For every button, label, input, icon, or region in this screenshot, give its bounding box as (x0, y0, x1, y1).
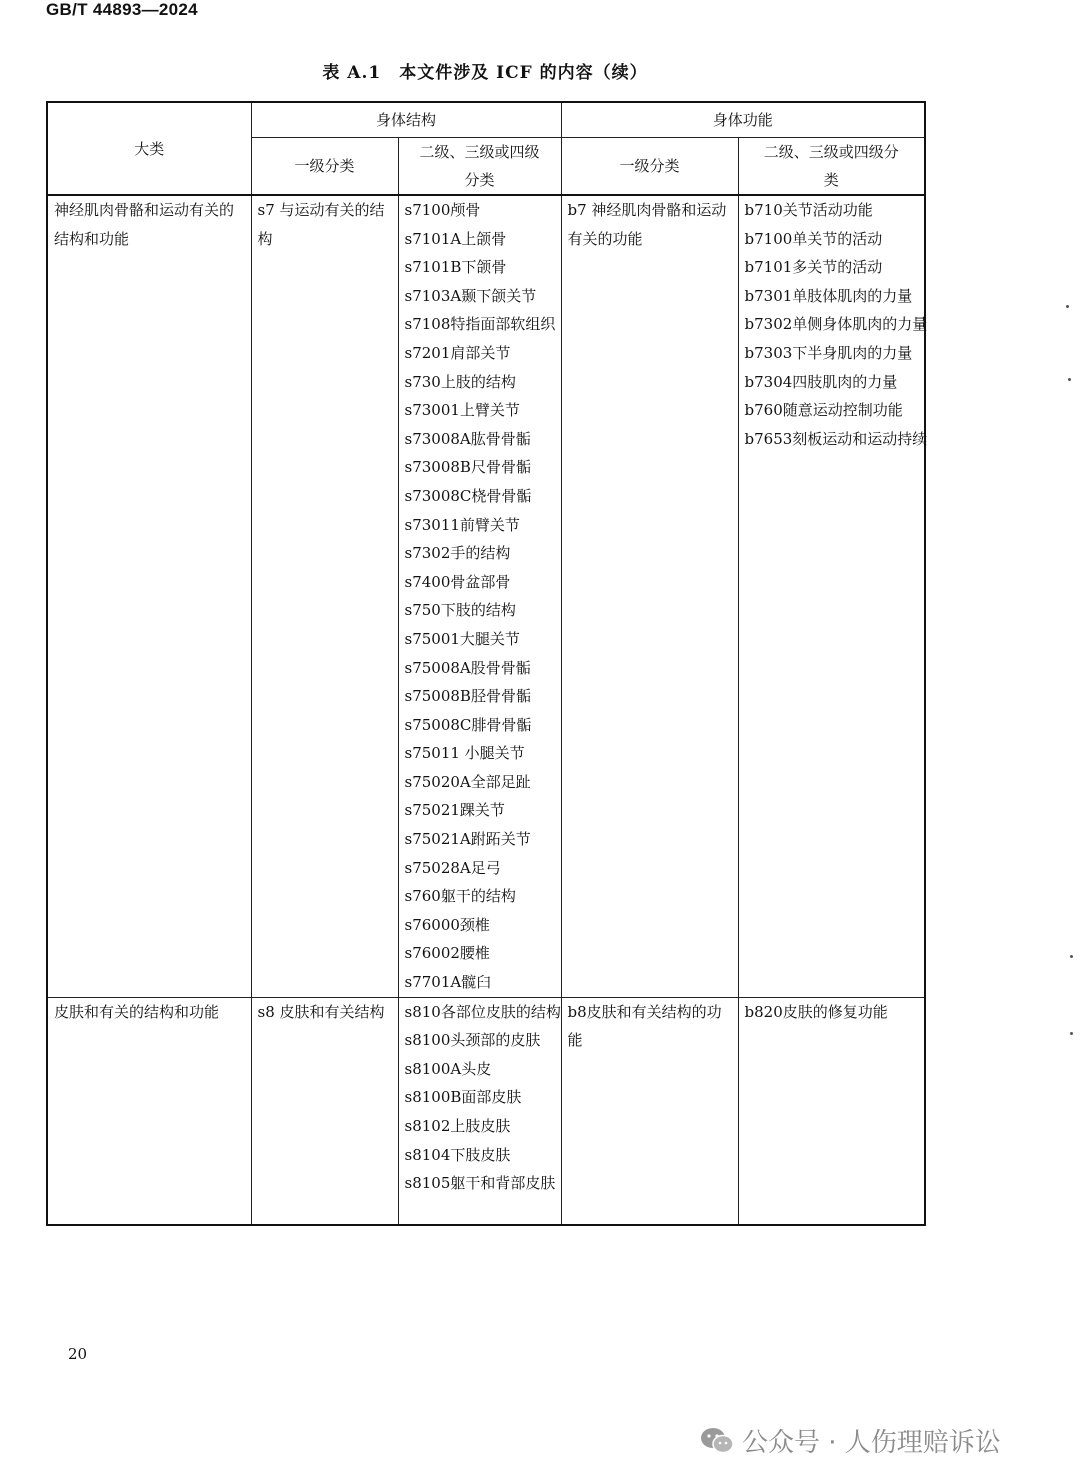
list-item: s75008B胫骨骨骺 (404, 687, 531, 706)
function-level1-cell: b8皮肤和有关结构的功能 (561, 997, 738, 1225)
list-item: s7101A上颌骨 (404, 229, 507, 248)
list-item: b820皮肤的修复功能 (744, 1002, 888, 1021)
list-item: s76002腰椎 (404, 944, 490, 963)
list-item: s7302手的结构 (404, 544, 511, 563)
list-item: s73001上臂关节 (404, 401, 520, 420)
wechat-icon (700, 1427, 734, 1455)
list-item: s8104下肢皮肤 (404, 1145, 511, 1164)
list-item: s8105躯干和背部皮肤 (404, 1174, 556, 1193)
list-item: s7100颅骨 (404, 201, 481, 219)
table-row (47, 997, 925, 1225)
list-item: s75028A足弓 (404, 858, 501, 877)
scan-speck (1070, 1032, 1073, 1035)
structure-items-cell (398, 997, 561, 1225)
header-category: 大类 (47, 102, 251, 195)
list-item: s73011前臂关节 (404, 515, 520, 534)
list-item: s75021踝关节 (404, 801, 505, 820)
standard-code: GB/T 44893—2024 (46, 0, 198, 19)
list-item: s73008C桡骨骨骺 (404, 486, 532, 505)
header-function-level234: 二级、三级或四级分类 (738, 138, 925, 196)
list-item: b7301单肢体肌肉的力量 (744, 286, 913, 305)
list-item: b7303下半身肌肉的力量 (744, 343, 913, 362)
list-item: s730上肢的结构 (404, 372, 516, 391)
list-item: s75021A跗跖关节 (404, 830, 531, 849)
header-structure-level234: 二级、三级或四级分类 (398, 138, 561, 196)
header-structure-level1: 一级分类 (251, 138, 398, 196)
list-item: s760躯干的结构 (404, 887, 516, 906)
table-number: 表 A.1 (322, 63, 382, 83)
scan-speck (1070, 955, 1073, 958)
list-item: b7101多关节的活动 (744, 258, 883, 277)
list-item: b7304四肢肌肉的力量 (744, 372, 898, 391)
header-function-level1: 一级分类 (561, 138, 738, 196)
list-item: s75008C腓骨骨骺 (404, 715, 532, 734)
list-item: s8100A头皮 (404, 1059, 492, 1078)
icf-table (46, 101, 926, 1226)
list-item: s75001大腿关节 (404, 629, 520, 648)
list-item: s75020A全部足趾 (404, 772, 531, 791)
function-items-cell (738, 195, 928, 997)
list-item: s75011 小腿关节 (404, 744, 525, 763)
watermark (700, 1422, 1001, 1459)
list-item: s7103A颞下颌关节 (404, 286, 537, 305)
structure-level1-cell: s8 皮肤和有关结构 (251, 997, 398, 1225)
function-level1-cell: b7 神经肌肉骨骼和运动有关的功能 (561, 195, 738, 997)
list-item: b710关节活动功能 (744, 201, 873, 219)
scan-speck (1068, 378, 1071, 381)
table-title (0, 58, 970, 83)
list-item: s8100B面部皮肤 (404, 1088, 522, 1107)
list-item: s73008B尺骨骨骺 (404, 458, 531, 477)
structure-level1-cell: s7 与运动有关的结构 (251, 195, 398, 997)
function-items-cell (738, 997, 925, 1225)
list-item: s7101B下颌骨 (404, 258, 507, 277)
list-item: s8102上肢皮肤 (404, 1117, 511, 1135)
scan-speck (1066, 305, 1069, 308)
list-item: b7653刻板运动和运动持续 (744, 429, 928, 448)
list-item: s76000颈椎 (404, 915, 490, 934)
list-item: b7100单关节的活动 (744, 229, 883, 248)
header-body-function: 身体功能 (561, 102, 925, 138)
list-item: s73008A肱骨骨骺 (404, 429, 531, 448)
category-cell: 神经肌肉骨骼和运动有关的结构和功能 (47, 195, 251, 997)
list-item: b7302单侧身体肌肉的力量 (744, 315, 928, 334)
table-title-text: 本文件涉及 ICF 的内容（续） (399, 63, 648, 83)
list-item: s810各部位皮肤的结构 (404, 1002, 561, 1021)
watermark-text: 公众号 · 人伤理赔诉讼 (742, 1428, 1001, 1458)
list-item: s750下肢的结构 (404, 601, 516, 620)
list-item: s7701A髋臼 (404, 973, 492, 992)
list-item: s75008A股骨骨骺 (404, 658, 531, 677)
list-item: s7400骨盆部骨 (404, 572, 511, 591)
structure-items-cell (398, 195, 561, 997)
table-row (47, 195, 925, 997)
page-number: 20 (68, 1345, 88, 1363)
list-item: s8100头颈部的皮肤 (404, 1031, 541, 1050)
header-body-structure: 身体结构 (251, 102, 561, 138)
list-item: b760随意运动控制功能 (744, 401, 903, 420)
list-item: s7108特指面部软组织 (404, 315, 556, 334)
category-cell: 皮肤和有关的结构和功能 (47, 997, 251, 1225)
list-item: s7201肩部关节 (404, 343, 511, 362)
